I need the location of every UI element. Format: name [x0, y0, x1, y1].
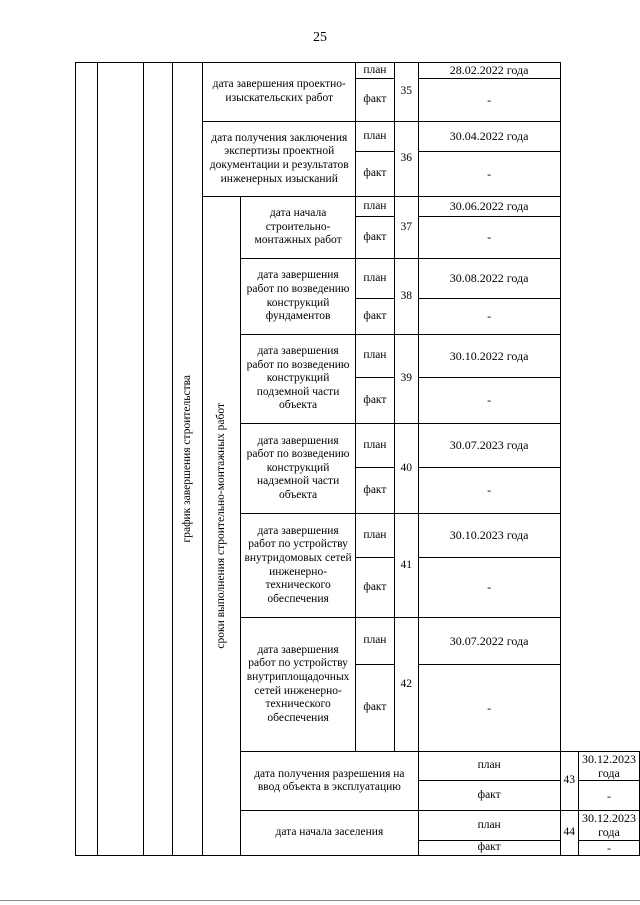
plan-date: 30.12.2023 года [579, 752, 640, 781]
plan-date: 30.04.2022 года [418, 122, 560, 152]
plan-label: план [356, 618, 394, 665]
fact-value: - [418, 558, 560, 618]
row-number: 36 [394, 122, 418, 197]
plan-date: 28.02.2022 года [418, 63, 560, 79]
fact-label: факт [356, 558, 394, 618]
row-number: 35 [394, 63, 418, 122]
plan-date: 30.10.2023 года [418, 514, 560, 558]
row-label: дата завершения работ по возведению конструкций подземной части объекта [240, 335, 355, 424]
row-number: 39 [394, 335, 418, 424]
row-number: 44 [560, 811, 579, 855]
fact-value: - [579, 840, 640, 855]
fact-label: факт [418, 840, 560, 855]
plan-label: план [356, 335, 394, 378]
group-main-cell [172, 63, 203, 856]
group-sub-cell [203, 197, 241, 856]
fact-label: факт [356, 665, 394, 752]
row-number: 37 [394, 197, 418, 259]
fact-label: факт [356, 152, 394, 197]
blank-column-3 [144, 63, 172, 856]
plan-date: 30.07.2023 года [418, 424, 560, 468]
plan-label: план [356, 514, 394, 558]
plan-date: 30.08.2022 года [418, 259, 560, 299]
row-number: 40 [394, 424, 418, 514]
row-number: 38 [394, 259, 418, 335]
fact-label: факт [356, 468, 394, 514]
row-label: дата завершения работ по возведению конструкций фундаментов [240, 259, 355, 335]
plan-label: план [356, 259, 394, 299]
plan-label: план [356, 197, 394, 217]
row-label: дата завершения работ по устройству внутридомовых сетей инженерно-технического обеспечения [240, 514, 355, 618]
plan-label: план [356, 122, 394, 152]
fact-value: - [418, 378, 560, 424]
fact-label: факт [356, 217, 394, 259]
row-label: дата начала строительно-монтажных работ [240, 197, 355, 259]
fact-value: - [579, 781, 640, 811]
page-number: 25 [313, 30, 327, 45]
plan-label: план [418, 752, 560, 781]
fact-label: факт [356, 79, 394, 122]
row-number: 41 [394, 514, 418, 618]
row-label: дата получения разрешения на ввод объекта в эксплуатацию [240, 752, 418, 811]
fact-label: факт [356, 378, 394, 424]
row-number: 42 [394, 618, 418, 752]
blank-column-1 [76, 63, 98, 856]
plan-date: 30.10.2022 года [418, 335, 560, 378]
row-label: дата завершения работ по возведению конструкций надземной части объекта [240, 424, 355, 514]
row-label: дата завершения работ по устройству внутриплощадочных сетей инженерно-технического обеспечения [240, 618, 355, 752]
fact-value: - [418, 79, 560, 122]
fact-value: - [418, 299, 560, 335]
group-sub-label: сроки выполнения строительно-монтажных работ [214, 403, 227, 649]
fact-value: - [418, 468, 560, 514]
group-main-label: график завершения строительства [180, 375, 193, 543]
bottom-edge-line [0, 900, 640, 901]
fact-label: факт [418, 781, 560, 811]
plan-label: план [418, 811, 560, 840]
fact-label: факт [356, 299, 394, 335]
fact-value: - [418, 665, 560, 752]
plan-date: 30.07.2022 года [418, 618, 560, 665]
row-label: дата получения заключения экспертизы проектной документации и результатов инженерных изысканий [203, 122, 356, 197]
row-label: дата начала заселения [240, 811, 418, 855]
fact-value: - [418, 217, 560, 259]
plan-label: план [356, 424, 394, 468]
fact-value: - [418, 152, 560, 197]
plan-label: план [356, 63, 394, 79]
plan-date: 30.06.2022 года [418, 197, 560, 217]
row-number: 43 [560, 752, 579, 811]
blank-column-2 [97, 63, 144, 856]
schedule-table [75, 62, 640, 856]
row-label: дата завершения проектно-изыскательских работ [203, 63, 356, 122]
plan-date: 30.12.2023 года [579, 811, 640, 840]
